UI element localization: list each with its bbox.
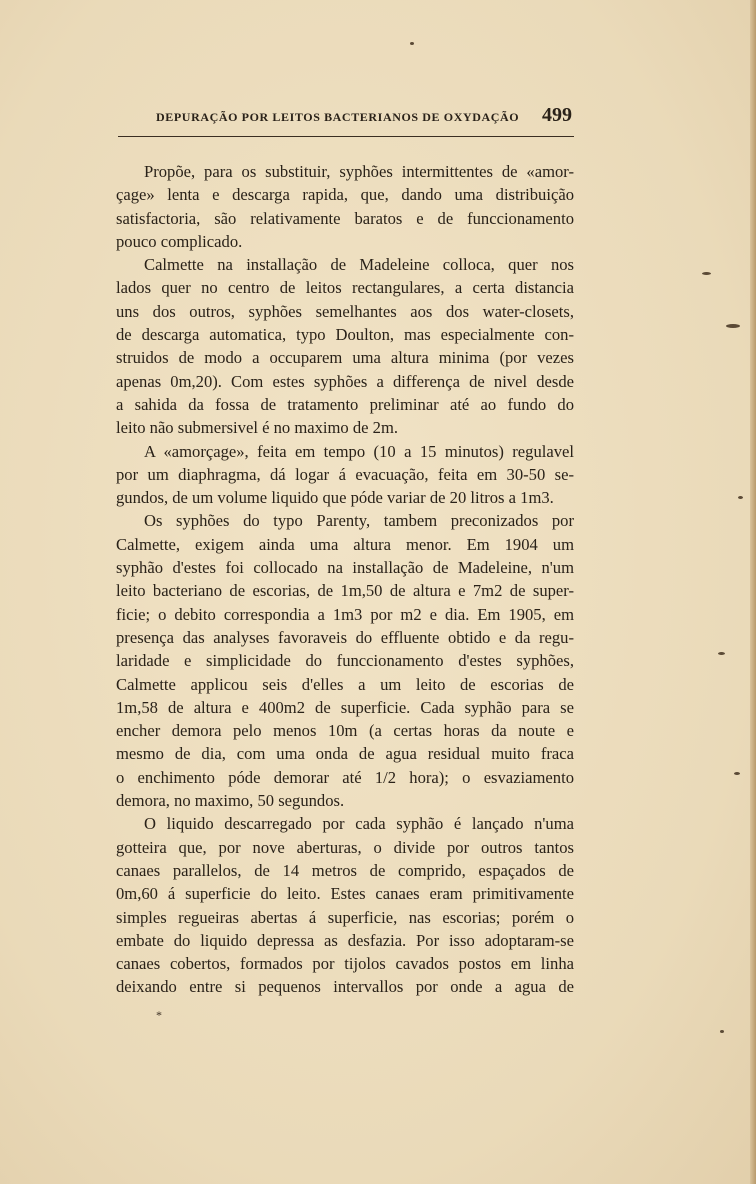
text-line: encher demora pelo menos 10m (a certas horas da noute e xyxy=(116,721,574,741)
foxing-speck xyxy=(738,496,743,499)
text-line: Calmette, exigem ainda uma altura menor. Em 1904 um xyxy=(116,534,574,554)
page-edge xyxy=(750,0,756,1184)
text-line: gotteira que, por nove aberturas, o divide por outros tantos xyxy=(116,837,574,857)
text-line: presença das analyses favoraveis do effluente obtido e da regu- xyxy=(116,627,574,647)
text-line: o enchimento póde demorar até 1/2 hora); o esvaziamento xyxy=(116,767,574,787)
text-line: struidos de modo a occuparem uma altura minima (por vezes xyxy=(116,348,574,368)
text-line: Os syphões do typo Parenty, tambem preconizados por xyxy=(144,511,574,531)
text-line: apenas 0m,20). Com estes syphões a differença de nivel desde xyxy=(116,371,574,391)
foxing-speck xyxy=(702,272,711,275)
text-line: pouco complicado. xyxy=(116,231,243,251)
text-line: canaes parallelos, de 14 metros de comprido, espaçados de xyxy=(116,860,574,880)
page-number: 499 xyxy=(542,104,572,126)
text-line: Calmette applicou seis d'elles a um leito de escorias de xyxy=(116,674,574,694)
text-line: gundos, de um volume liquido que póde variar de 20 litros a 1m3. xyxy=(116,488,554,508)
text-line: por um diaphragma, dá logar á evacuação, feita em 30-50 se- xyxy=(116,464,574,484)
text-line: lados quer no centro de leitos rectangulares, a certa distancia xyxy=(116,278,574,298)
text-line: ficie; o debito correspondia a 1m3 por m2 e dia. Em 1905, em xyxy=(116,604,574,624)
text-line: syphão d'estes foi collocado na installação de Madeleine, n'um xyxy=(116,558,574,578)
text-line: demora, no maximo, 50 segundos. xyxy=(116,791,345,811)
text-line: uns dos outros, syphões semelhantes aos dos water-closets, xyxy=(116,301,574,321)
text-line: 0m,60 á superficie do leito. Estes canaes eram primitivamente xyxy=(116,884,574,904)
text-line: laridade e simplicidade do funccionamento d'estes syphões, xyxy=(116,651,574,671)
foxing-speck xyxy=(410,42,414,45)
text-line: satisfactoria, são relativamente baratos e de funccionamento xyxy=(116,208,574,228)
foxing-speck xyxy=(734,772,740,775)
text-line: Propõe, para os substituir, syphões intermittentes de «amor- xyxy=(144,162,574,181)
body-text xyxy=(116,160,574,999)
text-line: 1m,58 de altura e 400m2 de superficie. Cada syphão para se xyxy=(116,697,574,717)
foxing-speck xyxy=(720,1030,724,1033)
text-line: çage» lenta e descarga rapida, que, dando uma distribuição xyxy=(116,185,574,205)
text-line: leito não submersivel é no maximo de 2m. xyxy=(116,418,399,438)
foxing-speck xyxy=(718,652,725,655)
text-line: a sahida da fossa de tratamento preliminar até ao fundo do xyxy=(116,394,574,414)
text-line: canaes cobertos, formados por tijolos cavados postos em linha xyxy=(116,954,574,974)
text-line: Calmette na installação de Madeleine colloca, quer nos xyxy=(144,255,574,275)
text-line: A «amorçage», feita em tempo (10 a 15 minutos) regulavel xyxy=(144,441,574,461)
text-line: de descarga automatica, typo Doulton, mas especialmente con- xyxy=(116,325,574,345)
foxing-speck xyxy=(726,324,740,328)
text-line: simples regueiras abertas á superficie, nas escorias; porém o xyxy=(116,907,574,927)
text-line: embate do liquido depressa as desfazia. Por isso adoptaram-se xyxy=(116,930,574,950)
running-title: DEPURAÇÃO POR LEITOS BACTERIANOS DE OXYDAÇÃO xyxy=(156,110,520,124)
text-line: O liquido descarregado por cada syphão é lançado n'uma xyxy=(144,814,574,834)
text-line: mesmo de dia, com uma onda de agua residual muito fraca xyxy=(116,744,574,764)
text-line: leito bacteriano de escorias, de 1m,50 de altura e 7m2 de super- xyxy=(116,581,574,601)
page-header xyxy=(118,104,574,137)
text-line: deixando entre si pequenos intervallos por onde a agua de xyxy=(116,977,574,997)
printer-mark: * xyxy=(156,1008,162,1022)
